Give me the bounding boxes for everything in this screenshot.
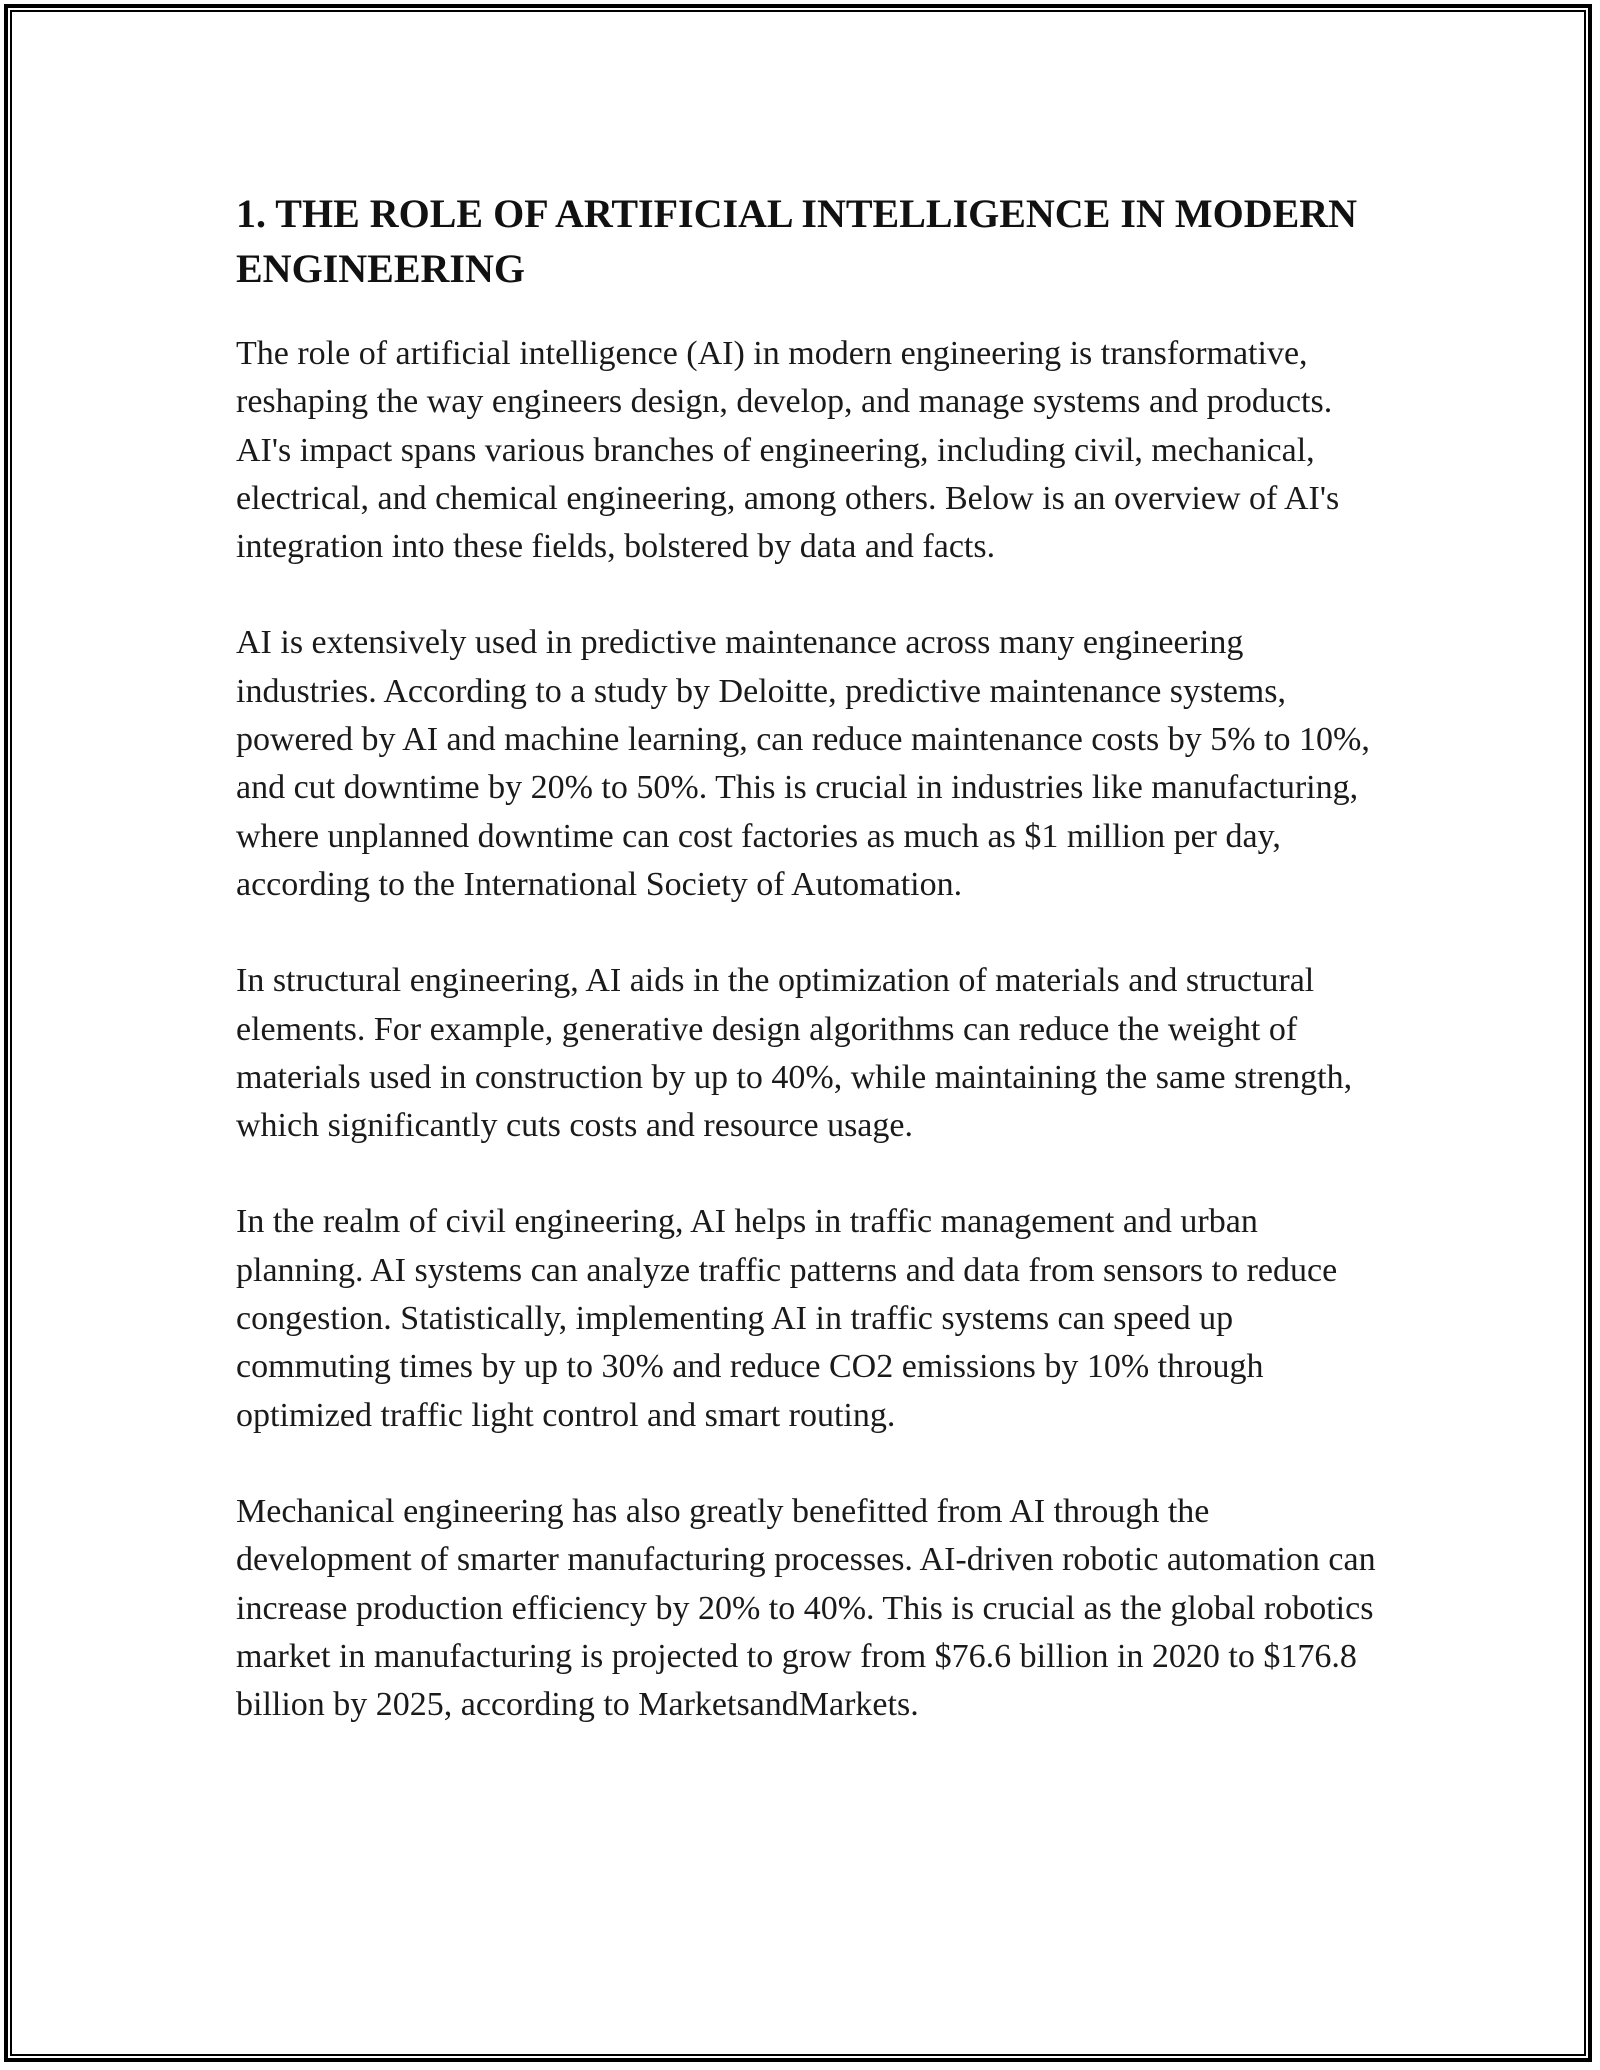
section-heading: 1. THE ROLE OF ARTIFICIAL INTELLIGENCE IN MODERN ENGINEERING	[236, 191, 1358, 291]
paragraph-predictive-maintenance: AI is extensively used in predictive maintenance across many engineering industries. According to a study by Deloitte, predictive maintenance systems, powered by AI and machine learning, can reduce maintenance costs by 5% to 10%, and cut downtime by 20% to 50%. This is crucial in industries like manufacturing, where unplanned downtime can cost factories as much as $1 million per day, according to the International Society of Automation.	[236, 624, 1370, 903]
paragraph-structural-engineering: In structural engineering, AI aids in the optimization of materials and structural elements. For example, generative design algorithms can reduce the weight of materials used in construction by up to 40%, while maintaining the same strength, which significantly cuts costs and resource usage.	[236, 962, 1353, 1145]
paragraph-intro: The role of artificial intelligence (AI) in modern engineering is transformative, reshaping the way engineers design, develop, and manage systems and products. AI's impact spans various branches of engineering, including civil, mechanical, electrical, and chemical engineering, among others. Below is an overview of AI's integration into these fields, bolstered by data and facts.	[236, 335, 1340, 566]
paragraph-civil-engineering: In the realm of civil engineering, AI helps in traffic management and urban planning. AI systems can analyze traffic patterns and data from sensors to reduce congestion. Statistically, implementing AI in traffic systems can speed up commuting times by up to 30% and reduce CO2 emissions by 10% through optimized traffic light control and smart routing.	[236, 1203, 1338, 1434]
paragraph-mechanical-engineering: Mechanical engineering has also greatly benefitted from AI through the development of smarter manufacturing processes. AI-driven robotic automation can increase production efficiency by 20% to 40%. This is crucial as the global robotics market in manufacturing is projected to grow from $76.6 billion in 2020 to $176.8 billion by 2025, according to MarketsandMarkets.	[236, 1492, 1376, 1724]
document-body	[236, 186, 1376, 1777]
